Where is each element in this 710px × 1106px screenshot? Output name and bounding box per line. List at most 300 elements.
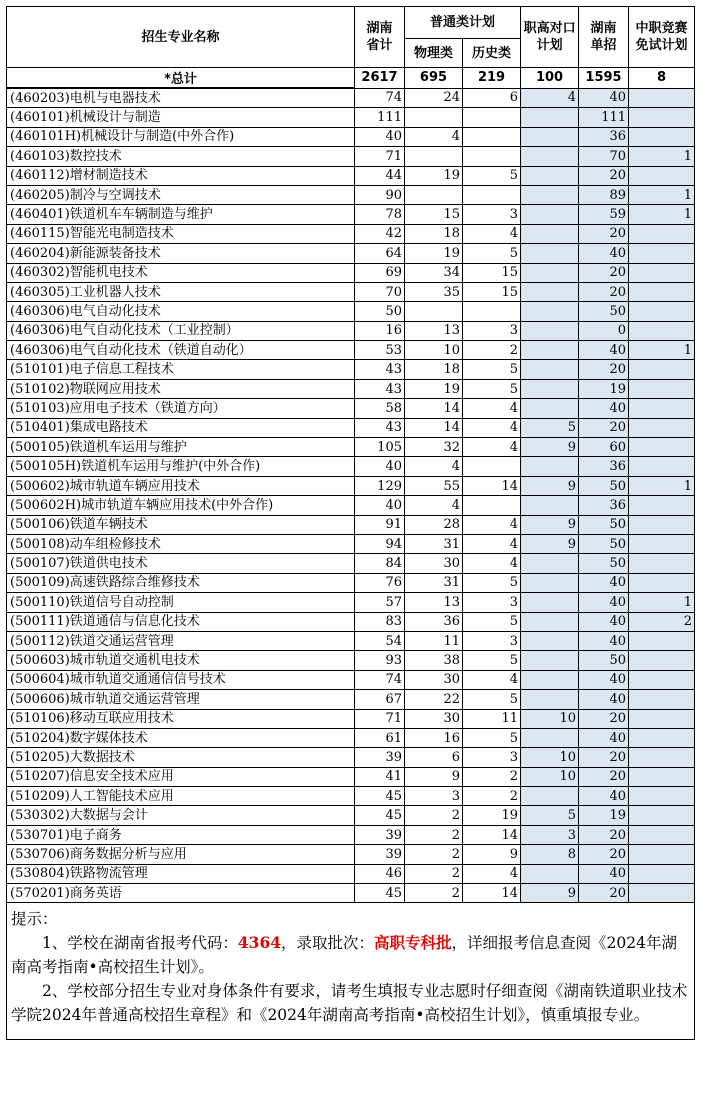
cell-physics: 19 bbox=[405, 166, 463, 185]
cell-hunan-total: 53 bbox=[355, 341, 405, 360]
table-row bbox=[7, 825, 695, 844]
cell-history: 4 bbox=[463, 438, 521, 457]
cell-vocational: 9 bbox=[521, 515, 579, 534]
cell-hunan-total: 67 bbox=[355, 690, 405, 709]
cell-physics: 18 bbox=[405, 360, 463, 379]
cell-single: 50 bbox=[579, 554, 629, 573]
cell-single: 20 bbox=[579, 767, 629, 786]
cell-major-name: (500602)城市轨道车辆应用技术 bbox=[7, 476, 355, 495]
cell-major-name: (500109)高速铁路综合维修技术 bbox=[7, 573, 355, 592]
cell-exempt bbox=[629, 166, 695, 185]
cell-history: 3 bbox=[463, 321, 521, 340]
cell-history: 3 bbox=[463, 593, 521, 612]
cell-major-name: (500603)城市轨道交通机电技术 bbox=[7, 651, 355, 670]
cell-vocational: 3 bbox=[521, 825, 579, 844]
cell-single: 40 bbox=[579, 593, 629, 612]
cell-exempt bbox=[629, 418, 695, 437]
cell-major-name: (570201)商务英语 bbox=[7, 884, 355, 903]
cell-major-name: (460302)智能机电技术 bbox=[7, 263, 355, 282]
cell-history bbox=[463, 108, 521, 127]
notes-section bbox=[6, 903, 695, 1040]
table-row bbox=[7, 321, 695, 340]
cell-vocational bbox=[521, 185, 579, 204]
cell-vocational bbox=[521, 399, 579, 418]
cell-exempt bbox=[629, 263, 695, 282]
cell-history: 14 bbox=[463, 884, 521, 903]
cell-exempt bbox=[629, 321, 695, 340]
cell-major-name: (500107)铁道供电技术 bbox=[7, 554, 355, 573]
cell-single: 40 bbox=[579, 670, 629, 689]
cell-major-name: (500111)铁道通信与信息化技术 bbox=[7, 612, 355, 631]
cell-exempt bbox=[629, 709, 695, 728]
cell-history: 5 bbox=[463, 651, 521, 670]
cell-exempt: 1 bbox=[629, 147, 695, 166]
total-single: 1595 bbox=[579, 68, 629, 89]
header-single-admission: 湖南单招 bbox=[579, 7, 629, 68]
cell-major-name: (500106)铁道车辆技术 bbox=[7, 515, 355, 534]
cell-major-name: (460101H)机械设计与制造(中外合作) bbox=[7, 127, 355, 146]
cell-major-name: (510101)电子信息工程技术 bbox=[7, 360, 355, 379]
cell-major-name: (530701)电子商务 bbox=[7, 825, 355, 844]
cell-physics: 13 bbox=[405, 321, 463, 340]
table-row bbox=[7, 631, 695, 650]
cell-vocational bbox=[521, 787, 579, 806]
cell-single: 20 bbox=[579, 263, 629, 282]
cell-single: 50 bbox=[579, 534, 629, 553]
cell-vocational: 10 bbox=[521, 767, 579, 786]
cell-vocational bbox=[521, 244, 579, 263]
cell-exempt: 2 bbox=[629, 612, 695, 631]
cell-vocational bbox=[521, 282, 579, 301]
cell-physics: 28 bbox=[405, 515, 463, 534]
cell-exempt: 1 bbox=[629, 205, 695, 224]
cell-major-name: (530804)铁路物流管理 bbox=[7, 864, 355, 883]
cell-history bbox=[463, 147, 521, 166]
cell-hunan-total: 71 bbox=[355, 147, 405, 166]
cell-major-name: (510401)集成电路技术 bbox=[7, 418, 355, 437]
cell-single: 20 bbox=[579, 709, 629, 728]
cell-single: 20 bbox=[579, 166, 629, 185]
cell-exempt bbox=[629, 748, 695, 767]
cell-major-name: (510209)人工智能技术应用 bbox=[7, 787, 355, 806]
table-row bbox=[7, 127, 695, 146]
cell-physics: 14 bbox=[405, 399, 463, 418]
cell-single: 20 bbox=[579, 360, 629, 379]
total-vocational: 100 bbox=[521, 68, 579, 89]
cell-major-name: (510207)信息安全技术应用 bbox=[7, 767, 355, 786]
cell-exempt bbox=[629, 767, 695, 786]
cell-vocational bbox=[521, 321, 579, 340]
cell-hunan-total: 45 bbox=[355, 884, 405, 903]
cell-vocational: 9 bbox=[521, 438, 579, 457]
cell-single: 0 bbox=[579, 321, 629, 340]
cell-vocational: 9 bbox=[521, 476, 579, 495]
cell-history: 4 bbox=[463, 418, 521, 437]
cell-single: 50 bbox=[579, 476, 629, 495]
cell-exempt bbox=[629, 282, 695, 301]
cell-single: 40 bbox=[579, 728, 629, 747]
cell-physics: 11 bbox=[405, 631, 463, 650]
cell-vocational bbox=[521, 864, 579, 883]
school-code: 4364 bbox=[237, 933, 282, 953]
cell-history: 5 bbox=[463, 166, 521, 185]
cell-exempt bbox=[629, 787, 695, 806]
table-row bbox=[7, 534, 695, 553]
header-vocational-plan: 职高对口计划 bbox=[521, 7, 579, 68]
table-row bbox=[7, 88, 695, 108]
cell-single: 50 bbox=[579, 515, 629, 534]
cell-single: 40 bbox=[579, 88, 629, 108]
cell-hunan-total: 74 bbox=[355, 670, 405, 689]
cell-hunan-total: 50 bbox=[355, 302, 405, 321]
cell-hunan-total: 69 bbox=[355, 263, 405, 282]
cell-hunan-total: 41 bbox=[355, 767, 405, 786]
table-row bbox=[7, 670, 695, 689]
cell-major-name: (460306)电气自动化技术（铁道自动化） bbox=[7, 341, 355, 360]
table-row bbox=[7, 554, 695, 573]
cell-hunan-total: 42 bbox=[355, 224, 405, 243]
cell-physics: 24 bbox=[405, 88, 463, 108]
cell-major-name: (460305)工业机器人技术 bbox=[7, 282, 355, 301]
cell-hunan-total: 105 bbox=[355, 438, 405, 457]
cell-history: 4 bbox=[463, 864, 521, 883]
cell-hunan-total: 91 bbox=[355, 515, 405, 534]
header-history: 历史类 bbox=[463, 39, 521, 68]
cell-vocational bbox=[521, 147, 579, 166]
cell-physics: 31 bbox=[405, 573, 463, 592]
cell-vocational bbox=[521, 612, 579, 631]
cell-vocational bbox=[521, 728, 579, 747]
header-hunan-total: 湖南省计 bbox=[355, 7, 405, 68]
table-row bbox=[7, 593, 695, 612]
cell-vocational bbox=[521, 341, 579, 360]
total-hunan: 2617 bbox=[355, 68, 405, 89]
cell-physics: 18 bbox=[405, 224, 463, 243]
cell-hunan-total: 71 bbox=[355, 709, 405, 728]
table-row bbox=[7, 147, 695, 166]
cell-history: 5 bbox=[463, 728, 521, 747]
cell-major-name: (530706)商务数据分析与应用 bbox=[7, 845, 355, 864]
cell-exempt bbox=[629, 496, 695, 515]
cell-major-name: (460103)数控技术 bbox=[7, 147, 355, 166]
cell-exempt bbox=[629, 244, 695, 263]
total-exempt: 8 bbox=[629, 68, 695, 89]
table-row bbox=[7, 457, 695, 476]
table-row bbox=[7, 515, 695, 534]
table-row bbox=[7, 651, 695, 670]
cell-history: 15 bbox=[463, 263, 521, 282]
cell-history: 15 bbox=[463, 282, 521, 301]
cell-exempt: 1 bbox=[629, 341, 695, 360]
cell-history bbox=[463, 496, 521, 515]
table-row bbox=[7, 476, 695, 495]
cell-vocational bbox=[521, 127, 579, 146]
cell-physics: 16 bbox=[405, 728, 463, 747]
cell-vocational bbox=[521, 263, 579, 282]
cell-physics bbox=[405, 302, 463, 321]
cell-hunan-total: 54 bbox=[355, 631, 405, 650]
cell-single: 20 bbox=[579, 845, 629, 864]
table-row bbox=[7, 496, 695, 515]
total-physics: 695 bbox=[405, 68, 463, 89]
cell-physics: 15 bbox=[405, 205, 463, 224]
cell-single: 20 bbox=[579, 825, 629, 844]
cell-history: 5 bbox=[463, 244, 521, 263]
cell-exempt: 1 bbox=[629, 593, 695, 612]
cell-physics: 4 bbox=[405, 457, 463, 476]
note-2: 2、学校部分招生专业对身体条件有要求，请考生填报专业志愿时仔细查阅《湖南铁道职业技术学院2024年普通高校招生章程》和《2024年湖南高考指南•高校招生计划》，慎重填报专业。 bbox=[11, 982, 688, 1025]
cell-physics: 13 bbox=[405, 593, 463, 612]
cell-hunan-total: 57 bbox=[355, 593, 405, 612]
cell-single: 36 bbox=[579, 127, 629, 146]
cell-history: 2 bbox=[463, 767, 521, 786]
cell-hunan-total: 40 bbox=[355, 457, 405, 476]
cell-hunan-total: 16 bbox=[355, 321, 405, 340]
cell-history: 2 bbox=[463, 341, 521, 360]
cell-vocational: 4 bbox=[521, 88, 579, 108]
enrollment-table bbox=[6, 6, 695, 903]
cell-exempt bbox=[629, 302, 695, 321]
cell-hunan-total: 78 bbox=[355, 205, 405, 224]
cell-single: 40 bbox=[579, 244, 629, 263]
cell-hunan-total: 58 bbox=[355, 399, 405, 418]
cell-history bbox=[463, 457, 521, 476]
cell-physics: 55 bbox=[405, 476, 463, 495]
cell-physics bbox=[405, 147, 463, 166]
cell-major-name: (460401)铁道机车车辆制造与维护 bbox=[7, 205, 355, 224]
table-row bbox=[7, 224, 695, 243]
cell-major-name: (460306)电气自动化技术（工业控制） bbox=[7, 321, 355, 340]
cell-major-name: (500604)城市轨道交通通信信号技术 bbox=[7, 670, 355, 689]
cell-exempt bbox=[629, 573, 695, 592]
cell-major-name: (460203)电机与电器技术 bbox=[7, 88, 355, 108]
cell-vocational bbox=[521, 496, 579, 515]
cell-history bbox=[463, 302, 521, 321]
cell-history: 14 bbox=[463, 825, 521, 844]
cell-physics bbox=[405, 185, 463, 204]
cell-physics: 30 bbox=[405, 670, 463, 689]
cell-physics: 35 bbox=[405, 282, 463, 301]
table-row bbox=[7, 166, 695, 185]
cell-exempt bbox=[629, 631, 695, 650]
cell-physics bbox=[405, 108, 463, 127]
cell-vocational bbox=[521, 554, 579, 573]
cell-major-name: (530302)大数据与会计 bbox=[7, 806, 355, 825]
cell-vocational bbox=[521, 205, 579, 224]
note-1: 1、学校在湖南省报考代码：4364，录取批次：高职专科批，详细报考信息查阅《2024年湖南高考指南•高校招生计划》。 bbox=[11, 933, 677, 977]
cell-physics: 4 bbox=[405, 496, 463, 515]
cell-history: 11 bbox=[463, 709, 521, 728]
cell-single: 20 bbox=[579, 884, 629, 903]
cell-physics: 31 bbox=[405, 534, 463, 553]
cell-vocational: 8 bbox=[521, 845, 579, 864]
cell-physics: 19 bbox=[405, 244, 463, 263]
enrollment-plan-document bbox=[6, 6, 694, 1040]
table-row bbox=[7, 399, 695, 418]
cell-single: 40 bbox=[579, 573, 629, 592]
cell-exempt bbox=[629, 554, 695, 573]
cell-physics: 2 bbox=[405, 884, 463, 903]
cell-physics: 2 bbox=[405, 864, 463, 883]
cell-hunan-total: 40 bbox=[355, 496, 405, 515]
cell-physics: 36 bbox=[405, 612, 463, 631]
cell-single: 111 bbox=[579, 108, 629, 127]
table-row bbox=[7, 864, 695, 883]
table-row bbox=[7, 360, 695, 379]
cell-hunan-total: 64 bbox=[355, 244, 405, 263]
cell-major-name: (460115)智能光电制造技术 bbox=[7, 224, 355, 243]
table-row bbox=[7, 787, 695, 806]
cell-hunan-total: 129 bbox=[355, 476, 405, 495]
cell-history: 5 bbox=[463, 379, 521, 398]
table-row bbox=[7, 282, 695, 301]
cell-single: 50 bbox=[579, 651, 629, 670]
cell-history: 14 bbox=[463, 476, 521, 495]
cell-history: 9 bbox=[463, 845, 521, 864]
cell-major-name: (510106)移动互联应用技术 bbox=[7, 709, 355, 728]
cell-exempt bbox=[629, 864, 695, 883]
cell-hunan-total: 84 bbox=[355, 554, 405, 573]
cell-exempt: 1 bbox=[629, 185, 695, 204]
table-row bbox=[7, 438, 695, 457]
cell-exempt bbox=[629, 670, 695, 689]
cell-exempt bbox=[629, 845, 695, 864]
cell-vocational bbox=[521, 360, 579, 379]
cell-history: 4 bbox=[463, 224, 521, 243]
cell-major-name: (460112)增材制造技术 bbox=[7, 166, 355, 185]
cell-vocational bbox=[521, 302, 579, 321]
cell-major-name: (500105H)铁道机车运用与维护(中外合作) bbox=[7, 457, 355, 476]
cell-single: 40 bbox=[579, 399, 629, 418]
table-row bbox=[7, 748, 695, 767]
table-row bbox=[7, 418, 695, 437]
total-row bbox=[7, 68, 695, 89]
cell-major-name: (500105)铁道机车运用与维护 bbox=[7, 438, 355, 457]
cell-exempt bbox=[629, 534, 695, 553]
cell-hunan-total: 45 bbox=[355, 806, 405, 825]
table-row bbox=[7, 379, 695, 398]
cell-major-name: (500602H)城市轨道车辆应用技术(中外合作) bbox=[7, 496, 355, 515]
cell-hunan-total: 70 bbox=[355, 282, 405, 301]
cell-physics: 34 bbox=[405, 263, 463, 282]
header-competition-exempt: 中职竞赛免试计划 bbox=[629, 7, 695, 68]
cell-hunan-total: 39 bbox=[355, 845, 405, 864]
header-general-plan: 普通类计划 bbox=[405, 7, 521, 39]
admission-batch: 高职专科批 bbox=[374, 933, 452, 953]
cell-major-name: (460306)电气自动化技术 bbox=[7, 302, 355, 321]
header-major-name: 招生专业名称 bbox=[7, 7, 355, 68]
cell-hunan-total: 76 bbox=[355, 573, 405, 592]
cell-vocational bbox=[521, 593, 579, 612]
cell-vocational: 10 bbox=[521, 748, 579, 767]
cell-history: 5 bbox=[463, 360, 521, 379]
cell-physics: 9 bbox=[405, 767, 463, 786]
cell-history: 3 bbox=[463, 631, 521, 650]
cell-vocational: 5 bbox=[521, 418, 579, 437]
cell-exempt bbox=[629, 515, 695, 534]
cell-hunan-total: 43 bbox=[355, 379, 405, 398]
table-row bbox=[7, 709, 695, 728]
cell-history: 4 bbox=[463, 554, 521, 573]
cell-physics: 10 bbox=[405, 341, 463, 360]
cell-vocational bbox=[521, 457, 579, 476]
table-row bbox=[7, 263, 695, 282]
cell-exempt bbox=[629, 127, 695, 146]
cell-physics: 4 bbox=[405, 127, 463, 146]
cell-major-name: (510103)应用电子技术（铁道方向） bbox=[7, 399, 355, 418]
cell-single: 40 bbox=[579, 690, 629, 709]
cell-major-name: (510205)大数据技术 bbox=[7, 748, 355, 767]
cell-vocational bbox=[521, 224, 579, 243]
cell-single: 40 bbox=[579, 787, 629, 806]
cell-exempt: 1 bbox=[629, 476, 695, 495]
table-row bbox=[7, 845, 695, 864]
cell-vocational: 10 bbox=[521, 709, 579, 728]
cell-major-name: (500112)铁道交通运营管理 bbox=[7, 631, 355, 650]
cell-exempt bbox=[629, 438, 695, 457]
cell-exempt bbox=[629, 457, 695, 476]
cell-vocational: 5 bbox=[521, 806, 579, 825]
cell-major-name: (500110)铁道信号自动控制 bbox=[7, 593, 355, 612]
cell-hunan-total: 44 bbox=[355, 166, 405, 185]
cell-physics: 6 bbox=[405, 748, 463, 767]
cell-hunan-total: 61 bbox=[355, 728, 405, 747]
cell-exempt bbox=[629, 360, 695, 379]
cell-hunan-total: 90 bbox=[355, 185, 405, 204]
notes-title: 提示： bbox=[11, 910, 58, 929]
cell-single: 60 bbox=[579, 438, 629, 457]
cell-single: 40 bbox=[579, 612, 629, 631]
table-row bbox=[7, 806, 695, 825]
cell-exempt bbox=[629, 806, 695, 825]
cell-physics: 3 bbox=[405, 787, 463, 806]
cell-exempt bbox=[629, 651, 695, 670]
cell-history: 6 bbox=[463, 88, 521, 108]
cell-history: 4 bbox=[463, 670, 521, 689]
cell-history: 4 bbox=[463, 515, 521, 534]
table-row bbox=[7, 767, 695, 786]
cell-history: 3 bbox=[463, 748, 521, 767]
cell-hunan-total: 40 bbox=[355, 127, 405, 146]
cell-history: 19 bbox=[463, 806, 521, 825]
cell-history: 5 bbox=[463, 573, 521, 592]
cell-exempt bbox=[629, 224, 695, 243]
cell-history bbox=[463, 185, 521, 204]
cell-physics: 14 bbox=[405, 418, 463, 437]
cell-hunan-total: 45 bbox=[355, 787, 405, 806]
cell-physics: 30 bbox=[405, 709, 463, 728]
table-row bbox=[7, 884, 695, 903]
cell-single: 19 bbox=[579, 379, 629, 398]
cell-history: 5 bbox=[463, 612, 521, 631]
cell-hunan-total: 94 bbox=[355, 534, 405, 553]
cell-major-name: (460101)机械设计与制造 bbox=[7, 108, 355, 127]
cell-physics: 32 bbox=[405, 438, 463, 457]
cell-vocational bbox=[521, 108, 579, 127]
cell-exempt bbox=[629, 884, 695, 903]
cell-single: 40 bbox=[579, 341, 629, 360]
cell-major-name: (500606)城市轨道交通运营管理 bbox=[7, 690, 355, 709]
cell-history: 5 bbox=[463, 690, 521, 709]
cell-vocational bbox=[521, 573, 579, 592]
cell-single: 70 bbox=[579, 147, 629, 166]
cell-vocational bbox=[521, 379, 579, 398]
cell-single: 89 bbox=[579, 185, 629, 204]
cell-single: 20 bbox=[579, 748, 629, 767]
cell-physics: 2 bbox=[405, 825, 463, 844]
cell-hunan-total: 39 bbox=[355, 748, 405, 767]
cell-vocational bbox=[521, 651, 579, 670]
